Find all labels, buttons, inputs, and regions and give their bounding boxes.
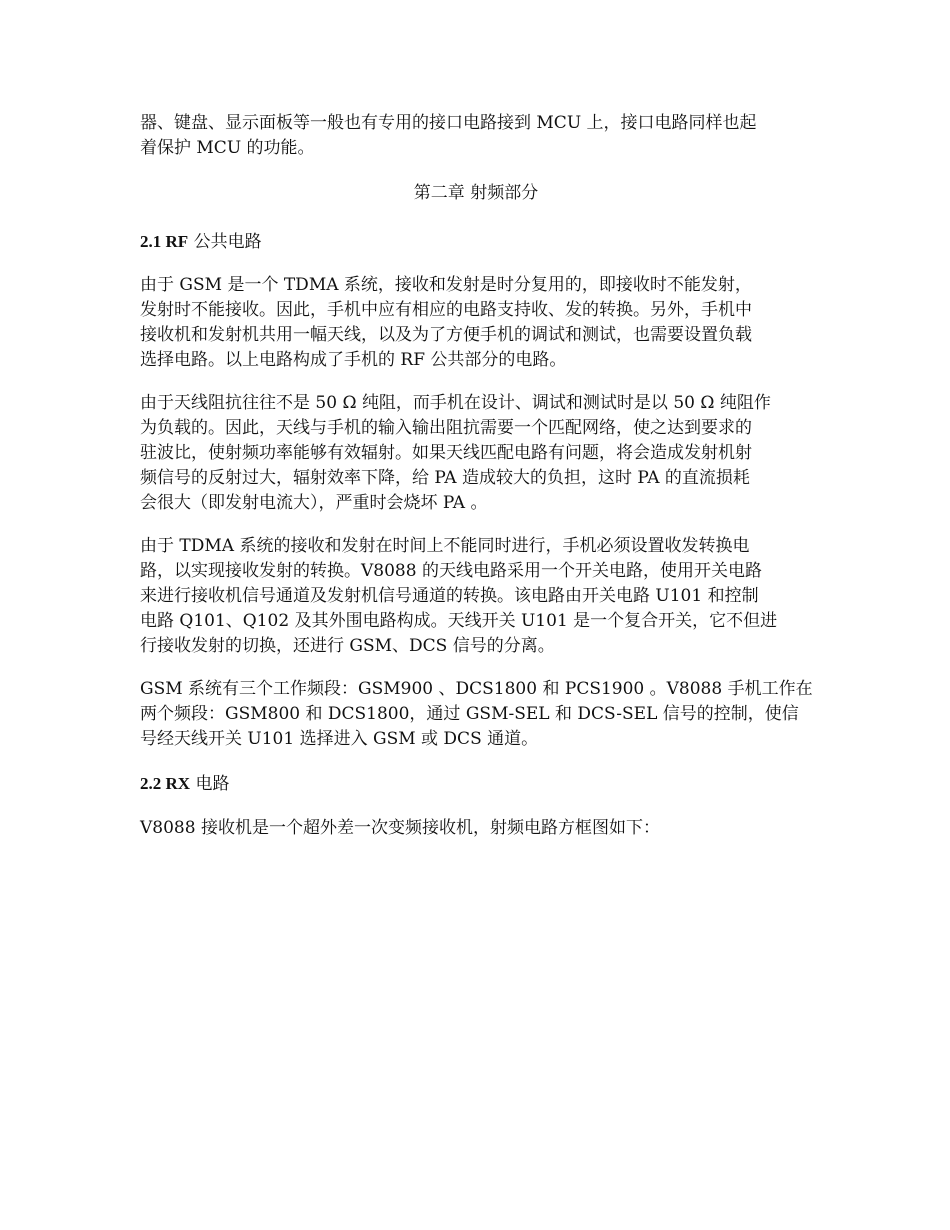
text-line: 接收机和发射机共用一幅天线，以及为了方便手机的调试和测试，也需要设置负载 [140, 325, 752, 345]
body-paragraph [140, 273, 812, 373]
section-title: 公共电路 [188, 232, 262, 252]
text-line: 着保护 MCU 的功能。 [140, 138, 315, 158]
text-line: 发射时不能接收。因此，手机中应有相应的电路支持收、发的转换。另外，手机中 [140, 300, 752, 320]
section-heading-2-2 [140, 771, 229, 797]
section-heading-2-1 [140, 229, 262, 255]
section-number: 2.1 RF [140, 232, 189, 251]
text-line: 两个频段：GSM800 和 DCS1800，通过 GSM-SEL 和 DCS-SEL 信号的控制，使信 [140, 704, 799, 724]
text-line: GSM 系统有三个工作频段：GSM900 、DCS1800 和 PCS1900 。V8088 手机工作在 [140, 679, 813, 699]
chapter-title: 第二章 射频部分 [413, 183, 539, 203]
text-line: 为负载的。因此，天线与手机的输入输出阻抗需要一个匹配网络，使之达到要求的 [140, 418, 752, 438]
text-line: 电路 Q101、Q102 及其外围电路构成。天线开关 U101 是一个复合开关，它不但进 [140, 611, 778, 631]
text-line: 频信号的反射过大，辐射效率下降，给 PA 造成较大的负担，这时 PA 的直流损耗 [140, 468, 750, 488]
body-paragraph [140, 391, 812, 516]
text-line: 行接收发射的切换，还进行 GSM、DCS 信号的分离。 [140, 636, 555, 656]
text-line: 会很大（即发射电流大），严重时会烧坏 PA 。 [140, 493, 488, 513]
text-line: 驻波比，使射频功率能够有效辐射。如果天线匹配电路有问题，将会造成发射机射 [140, 443, 752, 463]
text-line: 来进行接收机信号通道及发射机信号通道的转换。该电路由开关电路 U101 和控制 [140, 586, 759, 606]
text-line: 路，以实现接收发射的转换。V8088 的天线电路采用一个开关电路，使用开关电路 [140, 561, 762, 581]
text-line: 由于 GSM 是一个 TDMA 系统，接收和发射是时分复用的，即接收时不能发射， [140, 275, 752, 295]
section-title: 电路 [190, 774, 230, 794]
text-line: 由于 TDMA 系统的接收和发射在时间上不能同时进行，手机必须设置收发转换电 [140, 536, 750, 556]
text-line: 由于天线阻抗往往不是 50 Ω 纯阻，而手机在设计、调试和测试时是以 50 Ω 纯阻作 [140, 393, 771, 413]
text-line: 选择电路。以上电路构成了手机的 RF 公共部分的电路。 [140, 350, 567, 370]
intro-paragraph [140, 111, 812, 161]
section-number: 2.2 RX [140, 774, 191, 793]
text-line: 器、键盘、显示面板等一般也有专用的接口电路接到 MCU 上，接口电路同样也起 [140, 113, 757, 133]
body-paragraph [140, 534, 812, 659]
body-paragraph [140, 677, 812, 752]
text-line: 号经天线开关 U101 选择进入 GSM 或 DCS 通道。 [140, 729, 539, 749]
text-line: V8088 接收机是一个超外差一次变频接收机，射频电路方框图如下： [140, 818, 660, 838]
closing-paragraph [140, 816, 812, 841]
